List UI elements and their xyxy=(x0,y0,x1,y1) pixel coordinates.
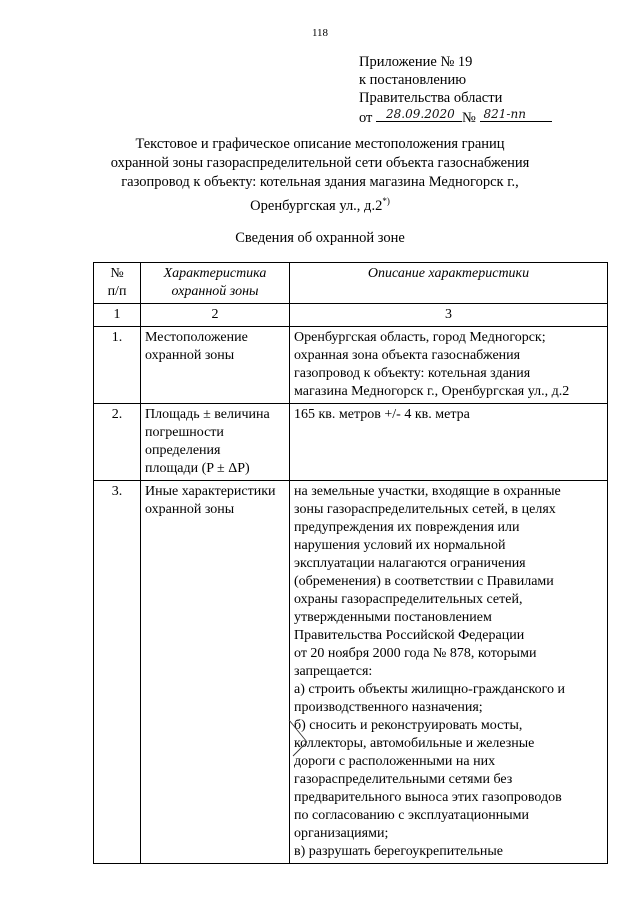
appendix-block xyxy=(359,53,552,127)
column-number-3: 3 xyxy=(290,304,608,327)
title-line-4-text: Оренбургская ул., д.2 xyxy=(250,197,383,214)
title-line-2: охранной зоны газораспределительной сети объекта газоснабжения xyxy=(110,155,530,171)
title-line-3: газопровод к объекту: котельная здания магазина Медногорск г., xyxy=(121,174,519,190)
number-label: № xyxy=(462,110,476,126)
description-line: предупреждения их повреждения или xyxy=(294,520,520,535)
row-characteristic xyxy=(141,327,290,404)
characteristic-line: охранной зоны xyxy=(145,502,235,517)
description-line: Оренбургская область, город Медногорск; xyxy=(294,330,546,345)
column-number-2: 2 xyxy=(141,304,290,327)
characteristic-line: Местоположение xyxy=(145,330,248,345)
description-line: б) сносить и реконструировать мосты, xyxy=(294,718,523,733)
description-line: нарушения условий их нормальной xyxy=(294,538,506,553)
description-line: эксплуатации налагаются ограничения xyxy=(294,556,526,571)
description-line: дороги с расположенными на них xyxy=(294,754,496,769)
description-line: организациями; xyxy=(294,826,389,841)
row-number: 2. xyxy=(94,404,141,481)
handwritten-stroke-mark xyxy=(287,718,311,758)
header-characteristic-line-2: охранной зоны xyxy=(171,284,259,299)
description-line: охранная зона объекта газоснабжения xyxy=(294,348,521,363)
header-num xyxy=(94,263,141,304)
appendix-date-line xyxy=(359,107,552,127)
characteristic-line: охранной зоны xyxy=(145,348,235,363)
description-line: газопровод к объекту: котельная здания xyxy=(294,366,531,381)
header-num-line-1: № xyxy=(110,266,124,281)
row-number: 1. xyxy=(94,327,141,404)
date-handwritten: 28.09.2020 xyxy=(386,107,455,121)
column-number-1: 1 xyxy=(94,304,141,327)
appendix-line-2: к постановлению xyxy=(359,72,467,88)
description-line: по согласованию с эксплуатационными xyxy=(294,808,529,823)
header-num-line-2: п/п xyxy=(107,284,127,299)
description-line: на земельные участки, входящие в охранные xyxy=(294,484,561,499)
description-line: зоны газораспределительных сетей, в целях xyxy=(294,502,556,517)
row-characteristic xyxy=(141,481,290,864)
table-row xyxy=(94,481,608,864)
description-line: Правительства Российской Федерации xyxy=(294,628,525,643)
from-label: от xyxy=(359,110,373,126)
characteristic-line: определения xyxy=(145,443,221,458)
row-description xyxy=(290,327,608,404)
characteristic-line: Площадь ± величина xyxy=(145,407,270,422)
description-line: предварительного выноса этих газопроводов xyxy=(294,790,562,805)
header-description: Описание характеристики xyxy=(290,263,608,304)
table-row xyxy=(94,327,608,404)
row-description xyxy=(290,404,608,481)
description-line: а) строить объекты жилищно-гражданского и xyxy=(294,682,565,697)
appendix-line-1: Приложение № 19 xyxy=(359,54,473,70)
section-title: Сведения об охранной зоне xyxy=(235,230,405,246)
column-number-row xyxy=(94,304,608,327)
document-title xyxy=(0,135,640,216)
row-characteristic xyxy=(141,404,290,481)
description-line: от 20 ноября 2000 года № 878, которыми xyxy=(294,646,537,661)
characteristic-line: погрешности xyxy=(145,425,224,440)
title-line-1: Текстовое и графическое описание местоположения границ xyxy=(135,136,505,152)
description-line: газораспределительными сетями без xyxy=(294,772,513,787)
description-line: охраны газораспределительных сетей, xyxy=(294,592,523,607)
row-description xyxy=(290,481,608,864)
description-line: (обременения) в соответствии с Правилами xyxy=(294,574,554,589)
description-line: утвержденными постановлением xyxy=(294,610,492,625)
description-line: коллекторы, автомобильные и железные xyxy=(294,736,535,751)
date-field xyxy=(376,107,462,122)
description-line: запрещается: xyxy=(294,664,373,679)
appendix-line-3: Правительства области xyxy=(359,90,503,106)
number-field xyxy=(480,107,552,122)
table-row xyxy=(94,404,608,481)
description-line: 165 кв. метров +/- 4 кв. метра xyxy=(294,407,470,422)
row-number: 3. xyxy=(94,481,141,864)
page-number: 118 xyxy=(311,27,329,39)
header-characteristic xyxy=(141,263,290,304)
footnote-mark: *) xyxy=(382,196,390,206)
title-line-4 xyxy=(0,192,640,216)
table-header-row xyxy=(94,263,608,304)
number-handwritten: 821-пп xyxy=(483,107,526,121)
description-line: магазина Медногорск г., Оренбургская ул., д.2 xyxy=(294,384,570,399)
characteristic-line: площади (P ± ΔP) xyxy=(145,461,250,476)
description-line: в) разрушать берегоукрепительные xyxy=(294,844,504,859)
description-line: производственного назначения; xyxy=(294,700,483,715)
header-characteristic-line-1: Характеристика xyxy=(163,266,267,281)
characteristic-line: Иные характеристики xyxy=(145,484,276,499)
protection-zone-table xyxy=(93,262,608,864)
